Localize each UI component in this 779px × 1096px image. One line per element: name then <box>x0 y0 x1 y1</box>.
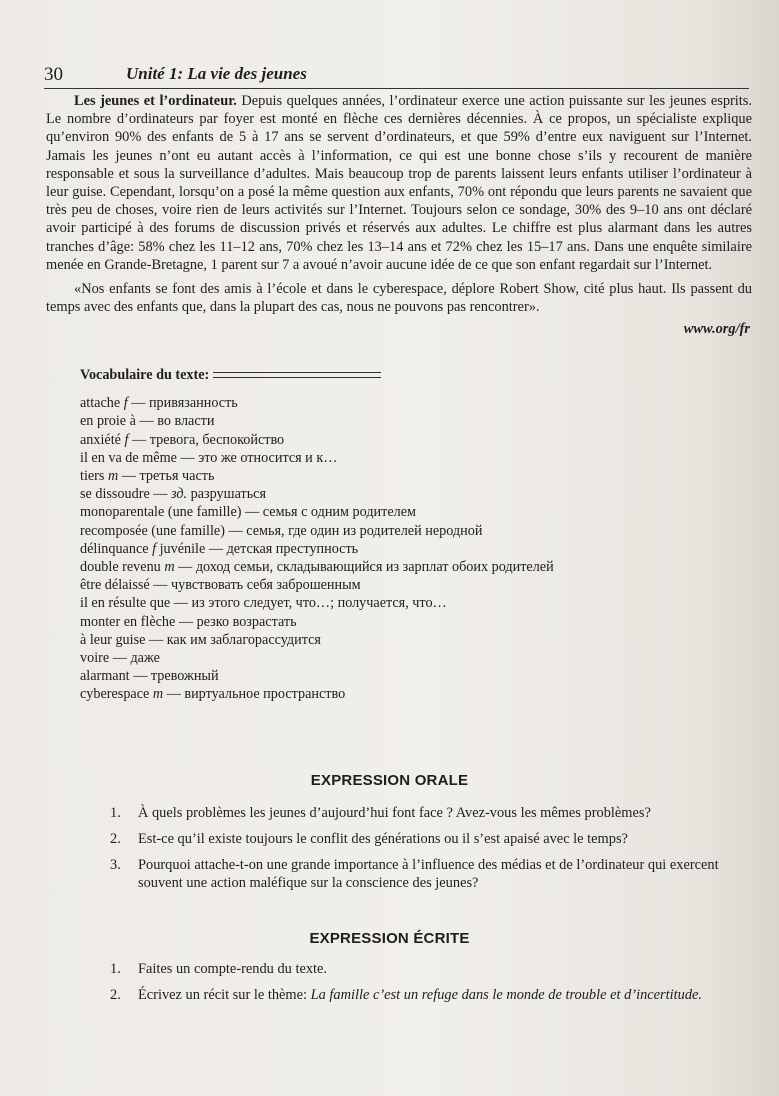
vocabulary-item: il en va de même — это же относится и к… <box>80 449 338 466</box>
question-item <box>110 856 760 892</box>
vocabulary-item: voire — даже <box>80 650 160 667</box>
vocabulary-item: recomposée (une famille) — семья, где один из родителей неродной <box>80 522 483 539</box>
task-prefix: Écrivez un récit sur le thème: <box>138 987 311 1003</box>
vocabulary-title <box>80 366 700 384</box>
vocabulary-item: double revenu m — доход семьи, складывающийся из зарплат обоих родителей <box>80 559 554 576</box>
task-number: 2. <box>110 987 121 1003</box>
expression-ecrite-tasks <box>110 960 760 1012</box>
question-item <box>110 804 760 822</box>
article-paragraph-1 <box>46 92 752 274</box>
task-item <box>110 960 760 978</box>
page-number: 30 <box>44 64 63 85</box>
task-text <box>138 986 760 1004</box>
vocabulary-item: cyberespace m — виртуальное пространство <box>80 686 346 703</box>
vocabulary-item: tiers m — третья часть <box>80 468 215 485</box>
task-number: 1. <box>110 961 121 977</box>
question-text: Est-ce qu’il existe toujours le conflit des générations ou il s’est apaisé avec le temps? <box>138 831 628 847</box>
article-paragraph-1-text: Depuis quelques années, l’ordinateur exerce une action puissante sur les jeunes esprits. Le nombre d’ordinateurs par foyer est monté en flèche ces dernières décennies. À ce propos, un spécialiste explique qu’environ 90% des enfants de 5 à 17 ans se servent d’ordinateurs, et que 59% d’entre eux naviguent sur l’Internet. Jamais les jeunes n’ont eu autant accès à l’information, ce qui est une bonne chose s’ils y recourent de manière responsable et sous la surveillance d’adultes. Mais beaucoup trop de parents laissent leurs enfants utiliser l’ordinateur à leur guise. Cependant, lorsqu’on a posé la même question aux enfants, 70% ont répondu que leurs parents ne savaient que très peu de choses, voire rien de leurs activités sur l’Internet. Toujours selon ce sondage, 30% des 9–10 ans ont déclaré avoir participé à des forums de discussion privés et réservés aux adultes. Le chiffre est plus alarmant dans les autres tranches d’âge: 58% chez les 11–12 ans, 70% chez les 13–14 ans et 72% chez les 15–17 ans. Dans une enquête similaire menée en Grande-Bretagne, 1 parent sur 7 a avoué n’avoir aucune idée de ce que son enfant regardait sur l’Internet. <box>46 93 752 273</box>
page-header <box>44 62 749 89</box>
question-number: 3. <box>110 857 121 873</box>
vocabulary-item: il en résulte que — из этого следует, что…; получается, что… <box>80 595 447 612</box>
vocabulary-item: à leur guise — как им заблагорассудится <box>80 631 321 648</box>
vocabulary-section <box>80 366 700 704</box>
expression-orale-heading: EXPRESSION ORALE <box>310 772 469 789</box>
expression-ecrite-heading: EXPRESSION ÉCRITE <box>309 930 470 947</box>
question-text: Pourquoi attache-t-on une grande importance à l’influence des médias et de l’ordinateur qui exercent souvent une action maléfique sur la conscience des jeunes? <box>138 857 719 891</box>
vocabulary-item: monoparentale (une famille) — семья с одним родителем <box>80 504 416 521</box>
article-lead-title: Les jeunes et l’ordinateur. <box>74 93 237 109</box>
article-source: www.org/fr <box>683 321 750 338</box>
vocabulary-item: alarmant — тревожный <box>80 668 219 685</box>
task-theme: La famille c’est un refuge dans le monde de trouble et d’incertitude. <box>310 987 703 1003</box>
vocabulary-item: attache f — привязанность <box>80 395 238 412</box>
unit-title: Unité 1: La vie des jeunes <box>126 64 307 83</box>
task-item <box>110 986 760 1004</box>
question-text: À quels problèmes les jeunes d’aujourd’hui font face ? Avez-vous les mêmes problèmes? <box>138 805 651 821</box>
expression-orale-questions <box>110 804 760 900</box>
vocabulary-list <box>80 394 700 703</box>
vocabulary-item: monter en flèche — резко возрастать <box>80 613 297 630</box>
vocabulary-item: être délaissé — чувствовать себя заброшенным <box>80 577 361 594</box>
vocabulary-item: délinquance f juvénile — детская преступность <box>80 540 359 557</box>
question-number: 2. <box>110 831 121 847</box>
vocabulary-title-rule <box>213 372 381 378</box>
vocabulary-item: se dissoudre — зд. разрушаться <box>80 486 266 503</box>
article <box>46 92 752 339</box>
vocabulary-title-text: Vocabulaire du texte: <box>80 367 210 383</box>
task-text: Faites un compte-rendu du texte. <box>138 961 328 977</box>
question-item <box>110 830 760 848</box>
question-number: 1. <box>110 805 121 821</box>
vocabulary-item: anxiété f — тревога, беспокойство <box>80 431 285 448</box>
article-paragraph-2: «Nos enfants se font des amis à l’école et dans le cyberespace, déplore Robert Show, cité plus haut. Ils passent du temps avec des enfants que, dans la plupart des cas, nous ne pouvons pas rencontrer». <box>46 281 752 316</box>
vocabulary-item: en proie à — во власти <box>80 413 215 430</box>
